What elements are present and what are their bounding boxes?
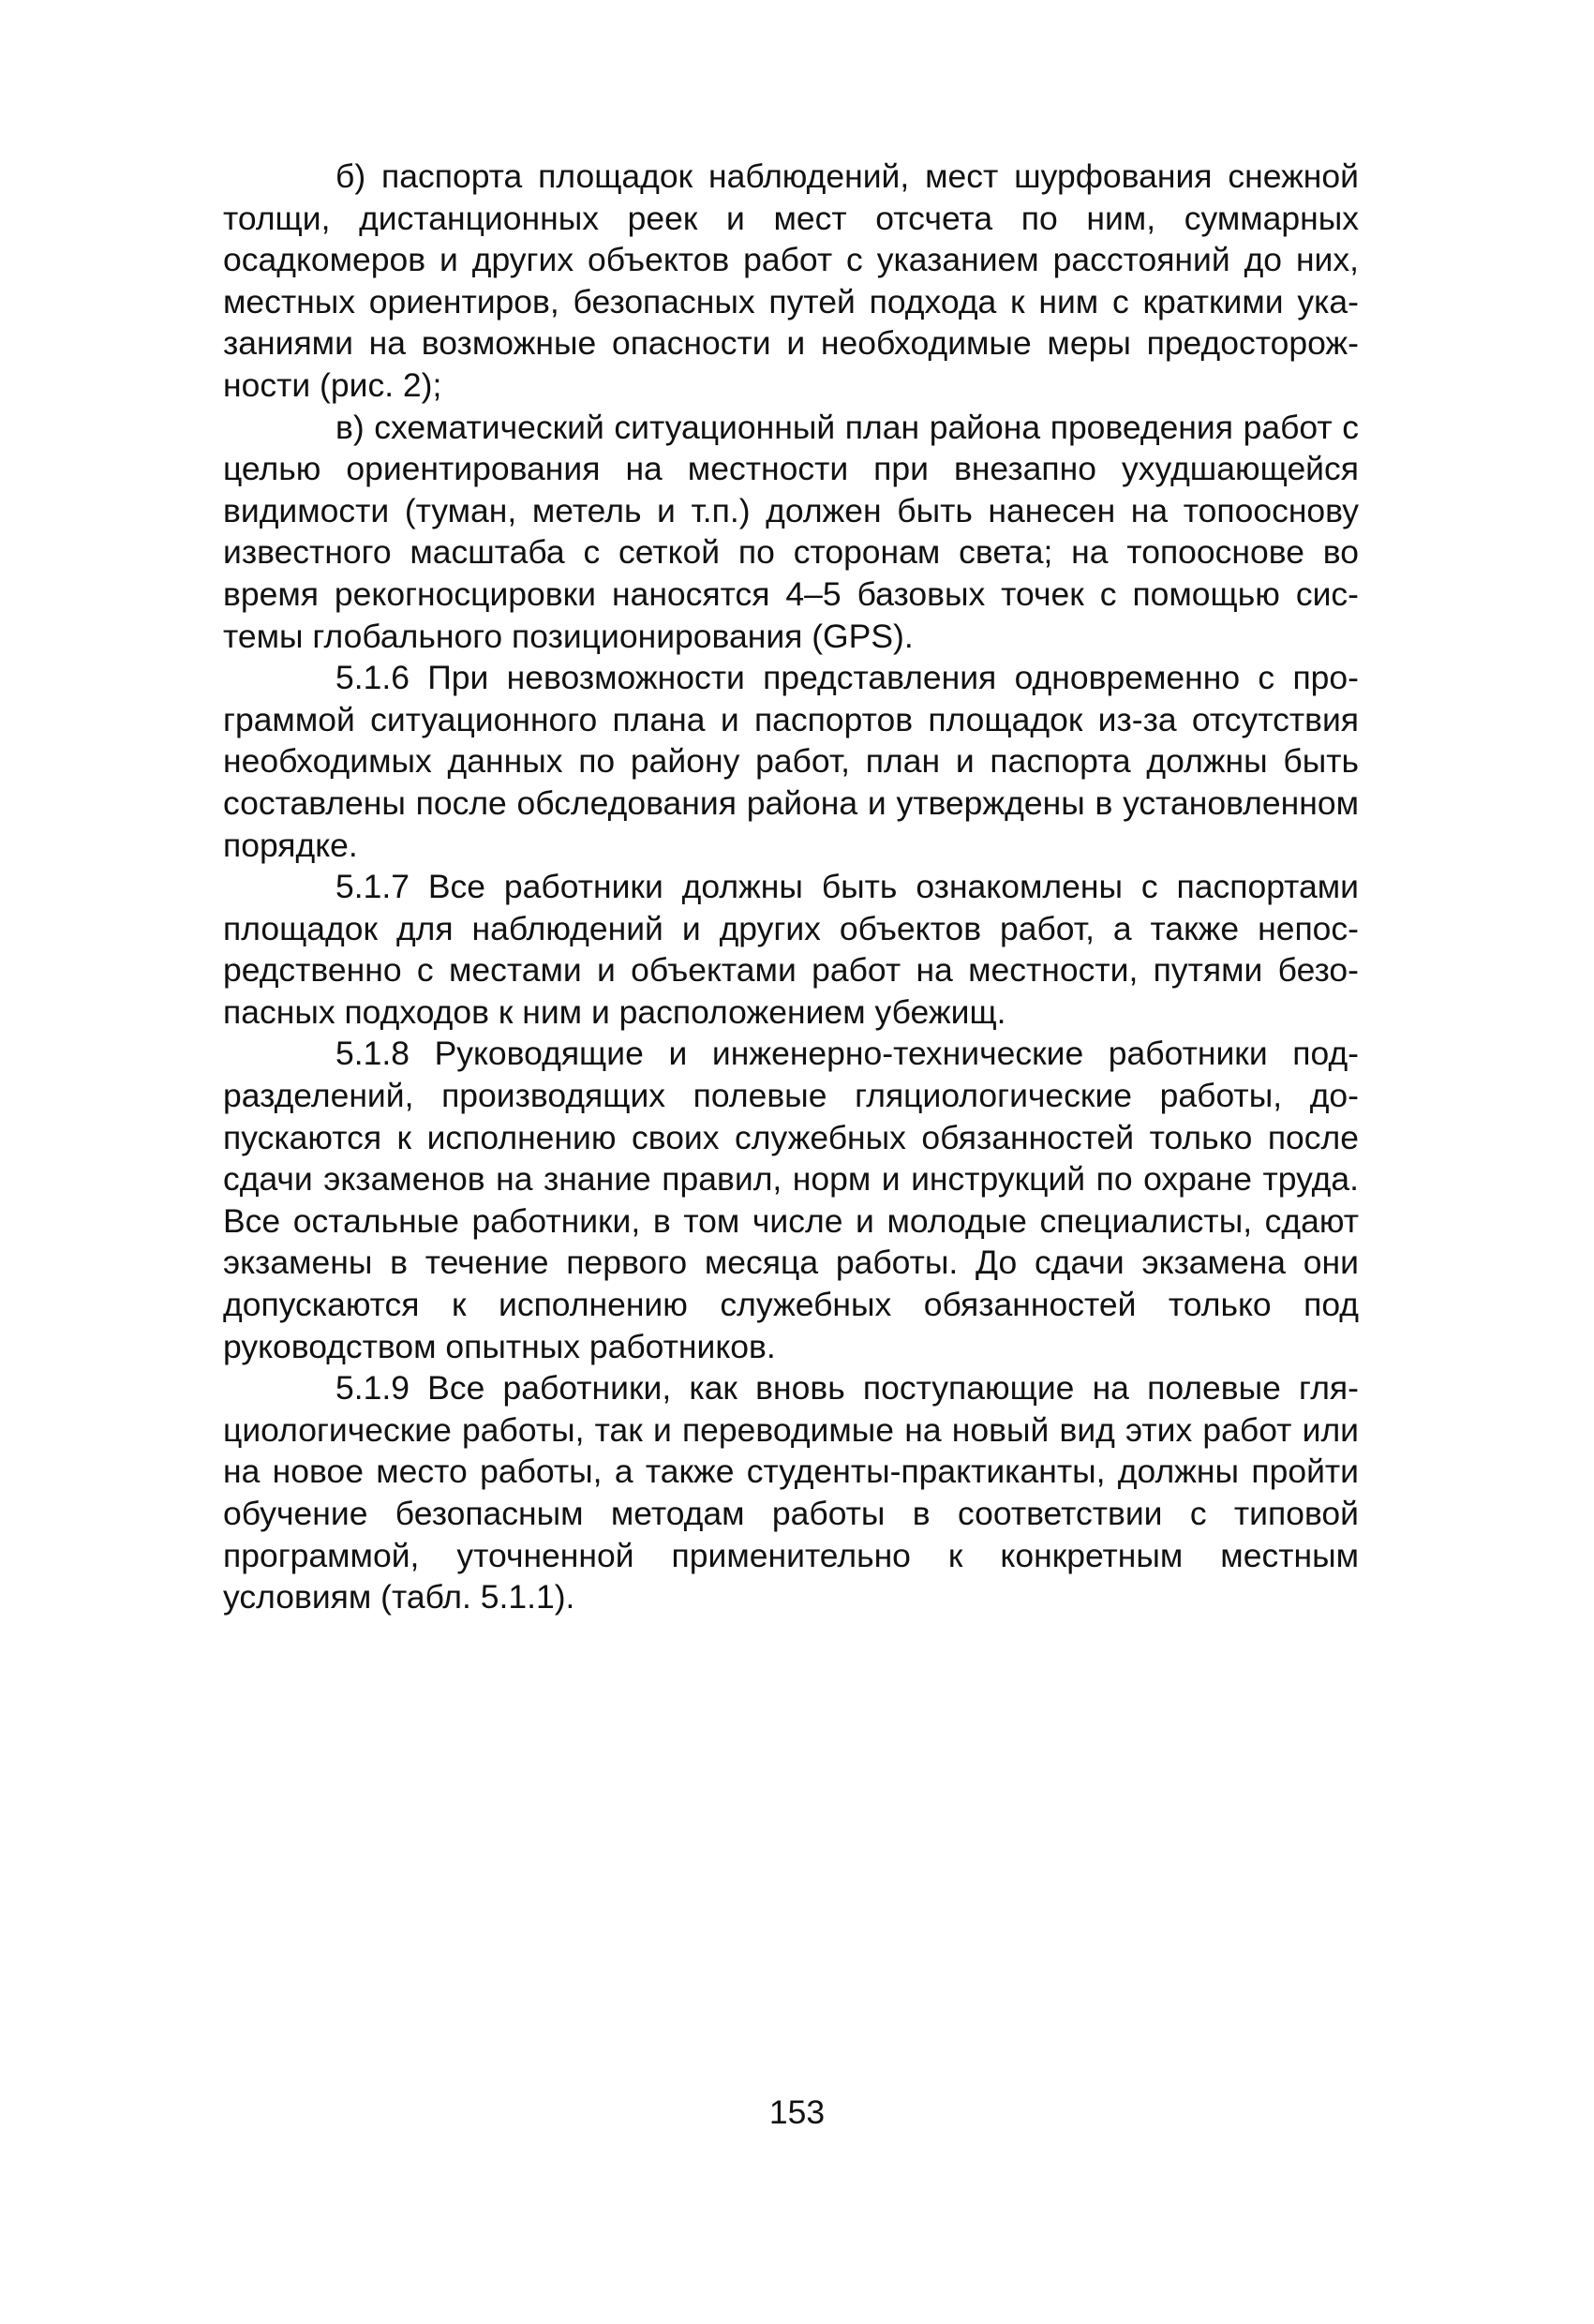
- paragraph-5-1-7: 5.1.7 Все работники должны быть ознакомлены с паспортами площадок для наблюдений и других объектов работ, а также непосредственно с местами и объектами работ на местности, путями безопасных подходов к ним и расположением убежищ.: [223, 868, 1359, 1031]
- body-text: [223, 156, 1359, 1618]
- paragraph-5-1-6: 5.1.6 При невозможности представления одновременно с программой ситуационного плана и паспортов площадок из-за отсутствия необходимых данных по району работ, план и паспорта должны быть составлены после обследования района и утверждены в установленном порядке.: [223, 659, 1359, 864]
- page-number: 153: [768, 2093, 826, 2131]
- paragraph-5-1-8: 5.1.8 Руководящие и инженерно-технические работники подразделений, производящих полевые гляциологические работы, допускаются к исполнению своих служебных обязанностей только после сдачи экзаменов на знание правил, норм и инструкций по охране труда. Все остальные работники, в том числе и молодые специалисты, сдают экзамены в течение первого месяца работы. До сдачи экзамена они допускаются к исполнению служебных обязанностей только под руководством опытных работников.: [223, 1035, 1359, 1365]
- paragraph-5-1-9: 5.1.9 Все работники, как вновь поступающие на полевые гляциологические работы, так и переводимые на новый вид этих работ или на новое место работы, а также студенты-практиканты, должны пройти обучение безопасным методам работы в соответствии с типовой программой, уточненной применительно к конкретным местным условиям (табл. 5.1.1).: [223, 1369, 1359, 1616]
- paragraph-passports: б) паспорта площадок наблюдений, мест шурфования снежной толщи, дистанционных реек и мест отсчета по ним, суммарных осадкомеров и других объектов работ с указанием расстояний до них, местных ориентиров, безопасных путей подхода к ним с краткими указаниями на возможные опасности и необходимые меры предосторожности (рис. 2);: [223, 157, 1359, 404]
- paragraph-situational-plan: в) схематический ситуационный план района проведения работ с целью ориентирования на местности при внезапно ухудшающейся видимости (туман, метель и т.п.) должен быть нанесен на топооснову известного масштаба с сеткой по сторонам света; на топооснове во время рекогносцировки наносятся 4–5 базовых точек с помощью системы глобального позиционирования (GPS).: [223, 408, 1359, 655]
